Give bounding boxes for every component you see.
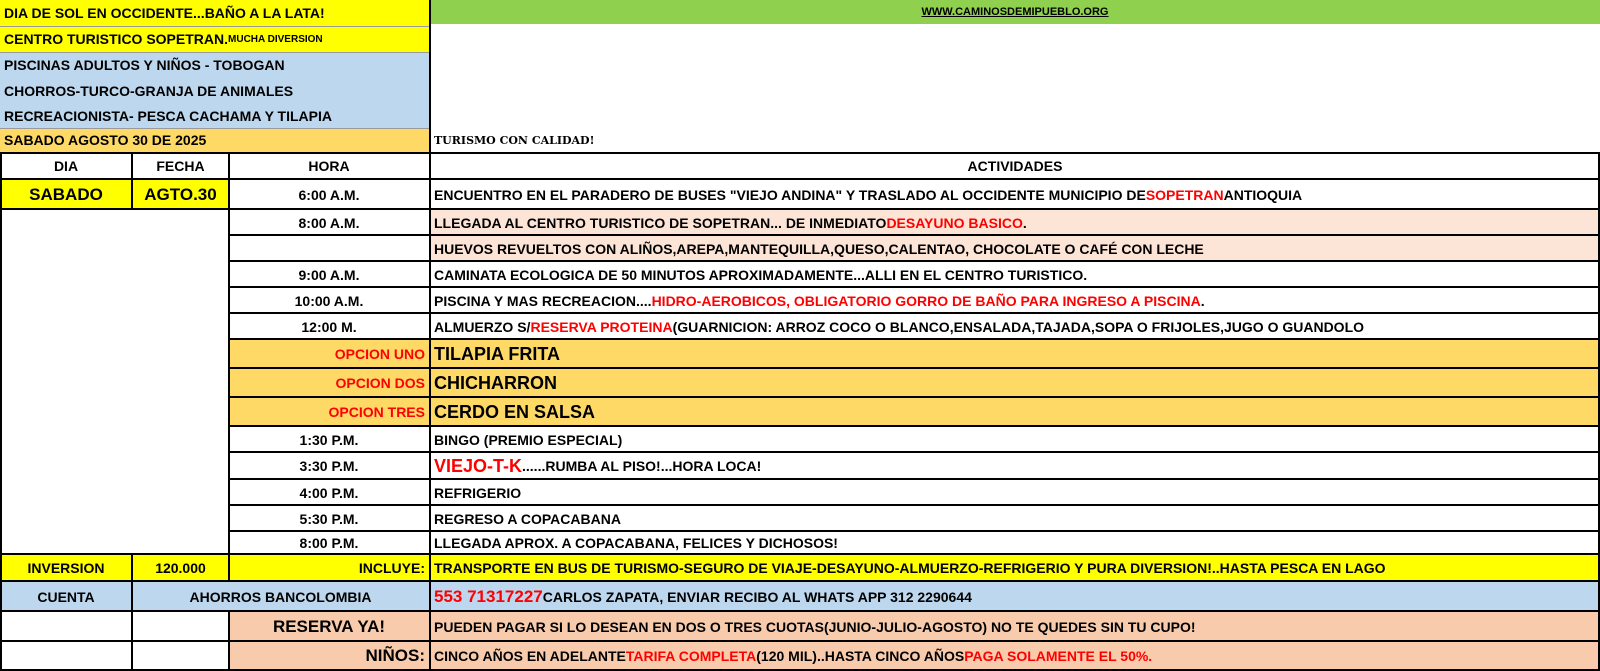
activity-cell: REGRESO A COPACABANA — [434, 510, 621, 527]
activity-text-end: (GUARNICION: ARROZ COCO O BLANCO,ENSALADA,TAJADA,SOPA O FRIJOLES,JUGO O GUANDOLO — [672, 318, 1365, 335]
ninos-highlight-2: PAGA SOLAMENTE EL 50%. — [964, 648, 1153, 664]
option-label-uno: OPCION UNO — [229, 340, 429, 368]
activity-text: ENCUENTRO EN EL PARADERO DE BUSES "VIEJO ANDINA" Y TRASLADO AL OCCIDENTE MUNICIPIO DE — [434, 186, 1146, 203]
time-cell: 10:00 A.M. — [294, 292, 364, 309]
activity-cell — [430, 180, 1600, 209]
activity-highlight: DESAYUNO BASICO — [886, 214, 1023, 231]
activity-highlight: VIEJO-T-K — [434, 455, 523, 476]
grid-line — [229, 367, 1600, 369]
activity-cell — [430, 314, 1600, 339]
grid-line — [229, 504, 1600, 506]
ninos-label: NIÑOS: — [229, 642, 429, 670]
incluye-text: TRANSPORTE EN BUS DE TURISMO-SEGURO DE VIAJE-DESAYUNO-ALMUERZO-REFRIGERIO Y PURA DIVERSION!..HASTA PESCA EN LAGO — [430, 555, 1600, 581]
grid-line — [229, 286, 1600, 288]
time-cell: 1:30 P.M. — [299, 431, 359, 448]
inversion-price: 120.000 — [132, 555, 229, 581]
grid-line — [229, 530, 1600, 532]
activity-text: LLEGADA AL CENTRO TURISTICO DE SOPETRAN... DE INMEDIATO — [434, 214, 887, 231]
option-text-tres: CERDO EN SALSA — [430, 398, 1600, 426]
header-line-6: SABADO AGOSTO 30 DE 2025 — [0, 128, 429, 152]
col-header-fecha: FECHA — [156, 158, 205, 174]
activity-cell — [430, 453, 1600, 479]
inversion-label: INVERSION — [0, 555, 132, 581]
time-cell: 12:00 M. — [301, 318, 357, 335]
time-cell: 4:00 P.M. — [299, 484, 359, 501]
grid-line — [0, 26, 429, 27]
header-line-2-main: CENTRO TURISTICO SOPETRAN. — [4, 31, 229, 47]
grid-line — [229, 425, 1600, 427]
time-cell: 3:30 P.M. — [299, 458, 359, 474]
activity-cell — [430, 288, 1600, 313]
activity-cell: LLEGADA APROX. A COPACABANA, FELICES Y DICHOSOS! — [434, 535, 838, 551]
header-line-3: PISCINAS ADULTOS Y NIÑOS - TOBOGAN — [0, 52, 429, 78]
grid-line — [0, 178, 1600, 180]
grid-line — [0, 152, 2, 671]
activity-cell — [430, 210, 1600, 235]
time-cell: 9:00 A.M. — [298, 266, 360, 283]
activity-text: ALMUERZO S/ — [434, 318, 531, 335]
col-header-dia: DIA — [53, 158, 79, 174]
grid-line — [228, 610, 230, 671]
grid-line — [131, 152, 133, 210]
grid-line — [0, 610, 1600, 612]
grid-line — [228, 553, 230, 582]
tagline: TURISMO CON CALIDAD! — [434, 133, 595, 147]
activity-highlight: RESERVA PROTEINA — [530, 318, 673, 335]
grid-line — [0, 152, 1600, 154]
grid-line — [229, 338, 1600, 340]
col-header-hora: HORA — [308, 158, 350, 174]
option-label-dos: OPCION DOS — [229, 369, 429, 397]
reserva-text: PUEDEN PAGAR SI LO DESEAN EN DOS O TRES CUOTAS(JUNIO-JULIO-AGOSTO) NO TE QUEDES SIN TU CUPO! — [430, 612, 1600, 641]
cuenta-bank: AHORROS BANCOLOMBIA — [132, 582, 429, 611]
day-cell: SABADO — [0, 180, 132, 209]
header-line-2 — [0, 26, 429, 52]
grid-line — [229, 478, 1600, 480]
header-line-5: RECREACIONISTA- PESCA CACHAMA Y TILAPIA — [0, 104, 429, 128]
time-cell: 8:00 A.M. — [298, 214, 360, 231]
grid-line — [0, 580, 1600, 582]
ninos-text — [430, 642, 1600, 670]
activity-highlight: HIDRO-AEROBICOS, OBLIGATORIO GORRO DE BAÑO PARA INGRESO A PISCINA — [651, 292, 1201, 309]
grid-line — [228, 208, 230, 555]
grid-line — [229, 312, 1600, 314]
activity-cell: CAMINATA ECOLOGICA DE 50 MINUTOS APROXIMADAMENTE...ALLI EN EL CENTRO TURISTICO. — [434, 266, 1088, 283]
activity-text-end: ANTIOQUIA — [1223, 186, 1303, 203]
option-text-uno: TILAPIA FRITA — [430, 340, 1600, 368]
website-banner — [430, 0, 1600, 24]
option-text-dos: CHICHARRON — [430, 369, 1600, 397]
grid-line — [229, 396, 1600, 398]
date-cell: AGTO.30 — [132, 180, 229, 209]
grid-line — [0, 128, 429, 129]
grid-line — [131, 553, 133, 671]
grid-line — [429, 0, 431, 671]
option-label-tres: OPCION TRES — [229, 398, 429, 426]
grid-line — [229, 260, 1600, 262]
ninos-text-2: (120 MIL)..HASTA CINCO AÑOS — [756, 648, 965, 664]
activity-highlight: SOPETRAN — [1145, 186, 1224, 203]
account-holder-text: CARLOS ZAPATA, ENVIAR RECIBO AL WHATS APP 312 2290644 — [542, 588, 972, 605]
activity-text-end: . — [1200, 292, 1205, 309]
header-line-2-small: MUCHA DIVERSION — [228, 33, 323, 45]
cuenta-details — [430, 582, 1600, 611]
website-link[interactable]: WWW.CAMINOSDEMIPUEBLO.ORG — [921, 6, 1109, 18]
time-cell: 6:00 A.M. — [298, 186, 360, 203]
ninos-highlight-1: TARIFA COMPLETA — [625, 648, 757, 664]
cuenta-label: CUENTA — [0, 582, 132, 611]
grid-line — [0, 208, 1600, 210]
ninos-text-1: CINCO AÑOS EN ADELANTE — [434, 648, 626, 664]
grid-line — [229, 451, 1600, 453]
grid-line — [229, 234, 1600, 236]
activity-cell: HUEVOS REVUELTOS CON ALIÑOS,AREPA,MANTEQUILLA,QUESO,CALENTAO, CHOCOLATE O CAFÉ CON LECHE — [430, 236, 1600, 261]
time-cell: 5:30 P.M. — [299, 510, 359, 527]
header-line-1: DIA DE SOL EN OCCIDENTE...BAÑO A LA LATA! — [0, 0, 429, 26]
grid-line — [0, 52, 429, 53]
activity-text-end: . — [1022, 214, 1027, 231]
activity-cell: BINGO (PREMIO ESPECIAL) — [434, 431, 623, 448]
reserva-label: RESERVA YA! — [229, 612, 429, 641]
incluye-label: INCLUYE: — [229, 555, 429, 581]
activity-cell: REFRIGERIO — [434, 484, 522, 501]
activity-text: PISCINA Y MAS RECREACION.... — [434, 292, 652, 309]
grid-line — [228, 152, 230, 210]
header-line-4: CHORROS-TURCO-GRANJA DE ANIMALES — [0, 78, 429, 104]
col-header-actividades: ACTIVIDADES — [967, 158, 1063, 174]
grid-line — [0, 553, 1600, 555]
activity-text: ......RUMBA AL PISO!...HORA LOCA! — [522, 458, 762, 474]
time-cell: 8:00 P.M. — [299, 535, 359, 551]
account-number: 553 71317227 — [434, 586, 543, 606]
grid-line — [0, 640, 1600, 642]
